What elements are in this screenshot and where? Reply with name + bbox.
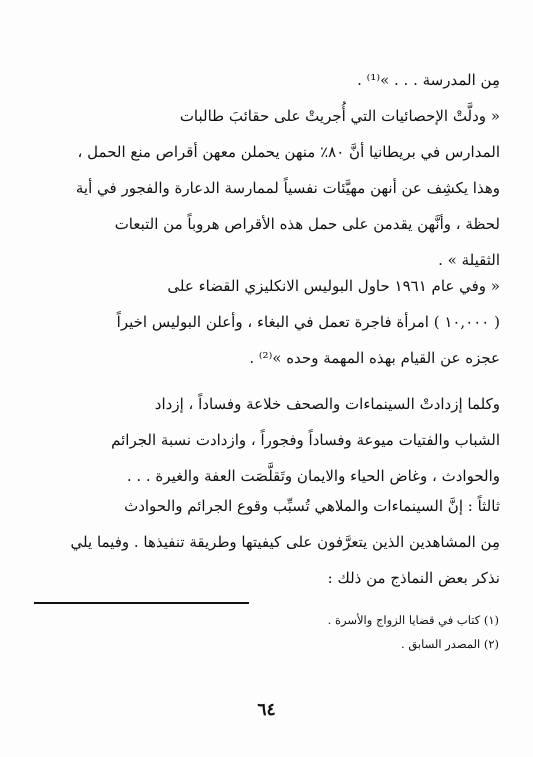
text-line: الشباب والفتيات ميوعة وفساداً وفجوراً ، وازدادت نسبة الجرائم xyxy=(111,431,500,449)
text-line: والحوادث ، وغاض الحياء والايمان وتَقلَّصَت العفة والغيرة . . . xyxy=(126,467,500,485)
text-line: « ودلَّتْ الإحصائيات التي أُجريتْ على حقائبَ طالبات xyxy=(179,107,500,125)
text-line: المدارس في بريطانيا أنَّ ٨٠٪ منهن يحملن معهن أقراص منع الحمل ، xyxy=(77,143,500,161)
text-line: الثقيلة » . xyxy=(438,251,500,269)
paragraph-statistics xyxy=(34,98,500,278)
text-line: نذكر بعض النماذج من ذلك : xyxy=(327,569,500,587)
text-line: وكلما إزدادتْ السينماءات والصحف خلاعة وفساداً ، إزداد xyxy=(154,395,500,413)
text-line: ثالثاً : إنَّ السينماءات والملاهي تُسبِّب وقوع الجرائم والحوادث xyxy=(124,497,500,515)
paragraph-intro-end xyxy=(34,62,500,98)
paragraph-cinemas-corruption xyxy=(34,386,500,494)
text-line: وهذا يكشِف عن أنهن مهيَّئات نفسياً لممارسة الدعارة والفجور في أية xyxy=(75,179,500,197)
page-number: ٦٤ xyxy=(257,700,276,720)
text-line: لحظة ، وأنَّهن يقدمن على حمل هذه الأقراص هروباً من التبعات xyxy=(114,215,500,233)
text-line: عجزه عن القيام بهذه المهمة وحده »⁽²⁾ . xyxy=(249,349,500,367)
text-line: مِن المدرسة . . . »⁽¹⁾ . xyxy=(357,71,500,89)
footnote-1: (١) كتاب في قضايا الزواج والأسرة . xyxy=(327,613,499,627)
text-line: مِن المشاهدين الذين يتعرَّفون على كيفيتها وطريقة تنفيذها . وفيما يلي xyxy=(70,533,500,551)
text-line: ( ١٠,٠٠٠ ) امرأة فاجرة تعمل في البغاء ، وأعلن البوليس اخيراً xyxy=(116,313,500,331)
footnote-2: (٢) المصدر السابق . xyxy=(401,637,499,651)
text-line: « وفي عام ١٩٦١ حاول البوليس الانكليزي القضاء على xyxy=(167,277,500,295)
paragraph-police-1961 xyxy=(34,268,500,376)
footnote-divider xyxy=(34,602,249,604)
paragraph-third-point xyxy=(34,488,500,596)
